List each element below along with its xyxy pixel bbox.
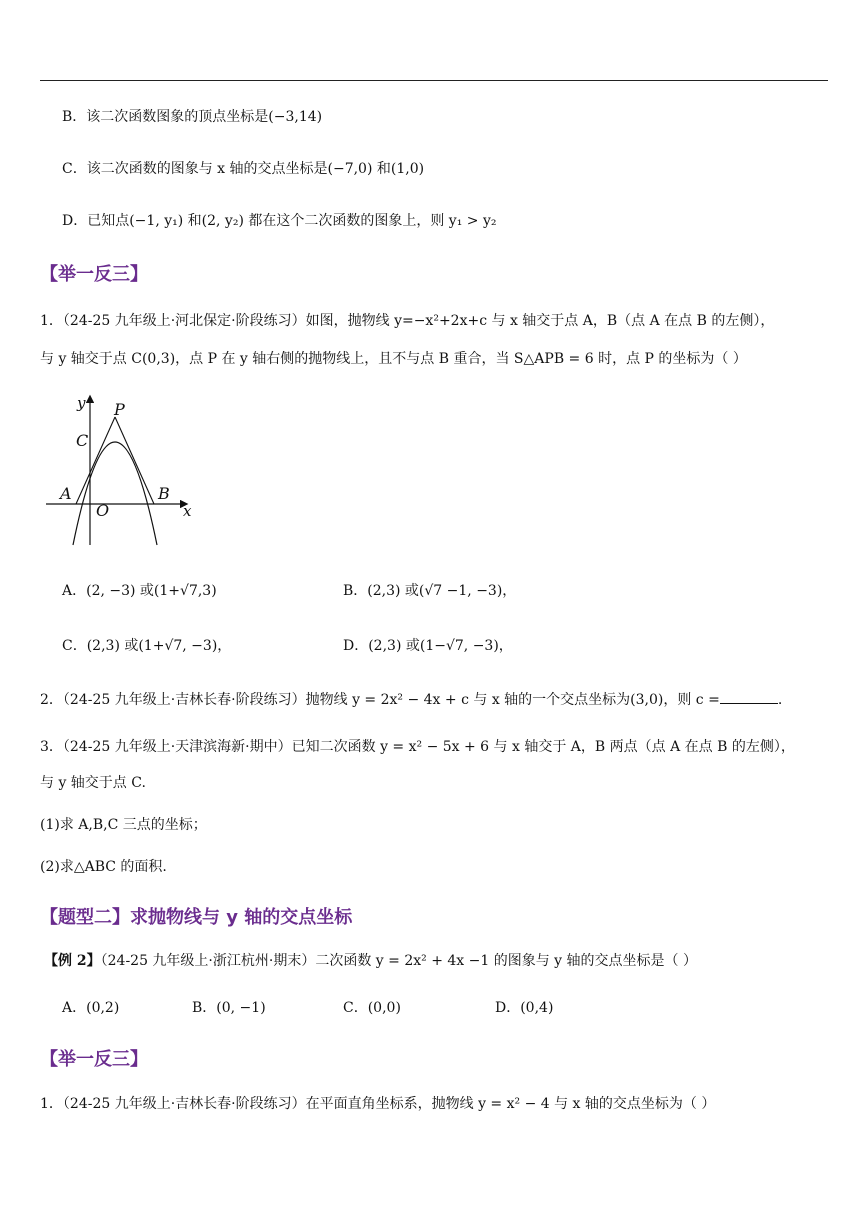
example-2-text: （24-25 九年级上·浙江杭州·期末）二次函数 y = 2x² + 4x −1 的图象与 y 轴的交点坐标是（ ） (100, 953, 697, 969)
example-2 (44, 950, 697, 972)
question-2 (40, 689, 782, 711)
label-c: C (76, 431, 89, 450)
example-option-b: B．(0, −1) (192, 1000, 266, 1016)
q1-option-b: B．(2,3) 或(√7 −1, −3)， (343, 583, 517, 599)
segment-pb (115, 417, 154, 504)
parabola-figure (40, 393, 200, 553)
parabola-curve (73, 442, 157, 545)
question-2-text: 2．（24-25 九年级上·吉林长春·阶段练习）抛物线 y = 2x² − 4x + c 与 x 轴的一个交点坐标为(3,0)，则 c = (40, 692, 720, 708)
q1-option-c: C．(2,3) 或(1+√7, −3)， (62, 638, 232, 654)
section-heading-practice-2: 【举一反三】 (40, 1049, 148, 1070)
question-3-line-2: 与 y 轴交于点 C. (40, 775, 146, 791)
question-2-end: . (777, 692, 783, 708)
question-3-sub-2: (2)求△ABC 的面积. (40, 859, 167, 875)
q1-option-d: D．(2,3) 或(1−√7, −3)， (343, 638, 513, 654)
section-heading-type-2: 【题型二】求抛物线与 y 轴的交点坐标 (40, 907, 353, 928)
example-2-label: 【例 2】 (44, 953, 101, 969)
example-option-d: D．(0,4) (495, 1000, 554, 1016)
label-p: P (114, 400, 125, 419)
label-o: O (96, 501, 110, 520)
header-rule (40, 80, 828, 81)
answer-blank[interactable] (720, 689, 778, 704)
label-a: A (60, 484, 72, 503)
example-option-a: A．(0,2) (62, 1000, 120, 1016)
option-c: C．该二次函数的图象与 x 轴的交点坐标是(−7,0) 和(1,0) (62, 161, 425, 177)
label-b: B (158, 484, 170, 503)
option-b: B．该二次函数图象的顶点坐标是(−3,14) (62, 109, 323, 125)
q1-option-a: A．(2, −3) 或(1+√7,3) (62, 583, 217, 599)
section-heading-practice: 【举一反三】 (40, 264, 148, 285)
question-3-sub-1: (1)求 A,B,C 三点的坐标； (40, 817, 207, 833)
question-1-line-2: 与 y 轴交于点 C(0,3)，点 P 在 y 轴右侧的抛物线上，且不与点 B 重合，当 S△APB = 6 时，点 P 的坐标为（ ） (40, 351, 747, 367)
label-x: x (183, 502, 192, 520)
final-question-1: 1．（24-25 九年级上·吉林长春·阶段练习）在平面直角坐标系，抛物线 y = x² − 4 与 x 轴的交点坐标为（ ） (40, 1096, 716, 1112)
label-y: y (77, 394, 86, 412)
question-1-line-1: 1．（24-25 九年级上·河北保定·阶段练习）如图，抛物线 y=−x²+2x+c 与 x 轴交于点 A，B（点 A 在点 B 的左侧）， (40, 313, 775, 329)
question-3-line-1: 3．（24-25 九年级上·天津滨海新·期中）已知二次函数 y = x² − 5x + 6 与 x 轴交于 A，B 两点（点 A 在点 B 的左侧）， (40, 739, 795, 755)
example-option-c: C．(0,0) (343, 1000, 401, 1016)
option-d: D．已知点(−1, y₁) 和(2, y₂) 都在这个二次函数的图象上，则 y₁ > y₂ (62, 213, 497, 229)
